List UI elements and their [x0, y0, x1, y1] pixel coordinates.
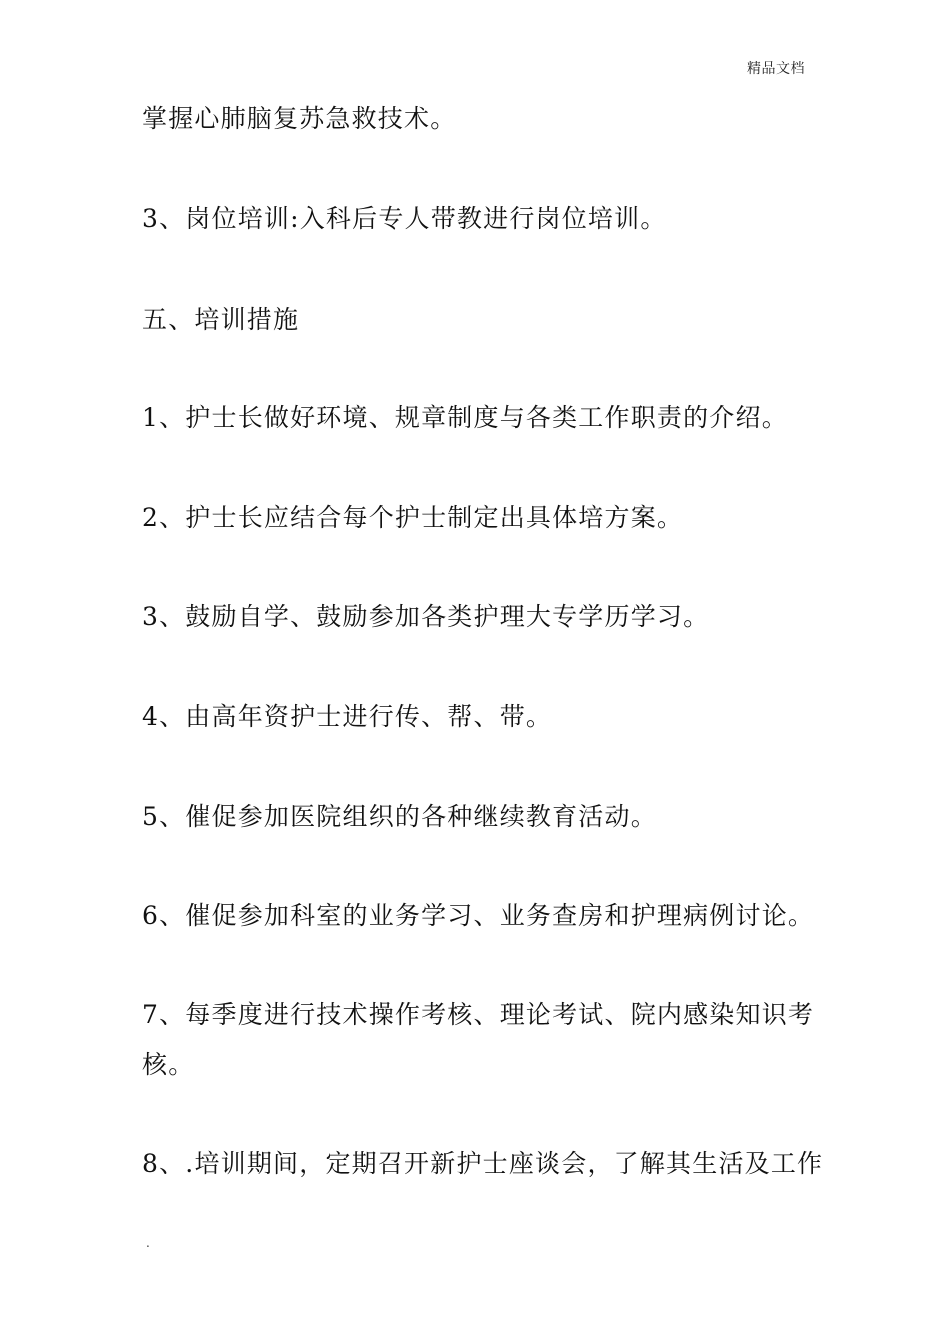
text-line: 4、由高年资护士进行传、帮、带。: [142, 702, 553, 731]
text-line: 3、岗位培训:入科后专人带教进行岗位培训。: [142, 204, 667, 233]
text-line: 8、.培训期间，定期召开新护士座谈会，了解其生活及工作: [142, 1149, 824, 1178]
footer-mark: .: [146, 1236, 150, 1250]
header-tag: 精品文档: [747, 61, 805, 77]
text-line: 核。: [142, 1050, 195, 1079]
section-heading: 五、培训措施: [142, 305, 300, 334]
text-line: 2、护士长应结合每个护士制定出具体培方案。: [142, 503, 684, 532]
text-line: 7、每季度进行技术操作考核、理论考试、院内感染知识考: [142, 1000, 815, 1029]
text-line: 6、催促参加科室的业务学习、业务查房和护理病例讨论。: [142, 901, 815, 930]
text-line: 1、护士长做好环境、规章制度与各类工作职责的介绍。: [142, 403, 788, 432]
text-line: 3、鼓励自学、鼓励参加各类护理大专学历学习。: [142, 602, 710, 631]
text-line: 掌握心肺脑复苏急救技术。: [142, 104, 457, 133]
text-line: 5、催促参加医院组织的各种继续教育活动。: [142, 802, 657, 831]
